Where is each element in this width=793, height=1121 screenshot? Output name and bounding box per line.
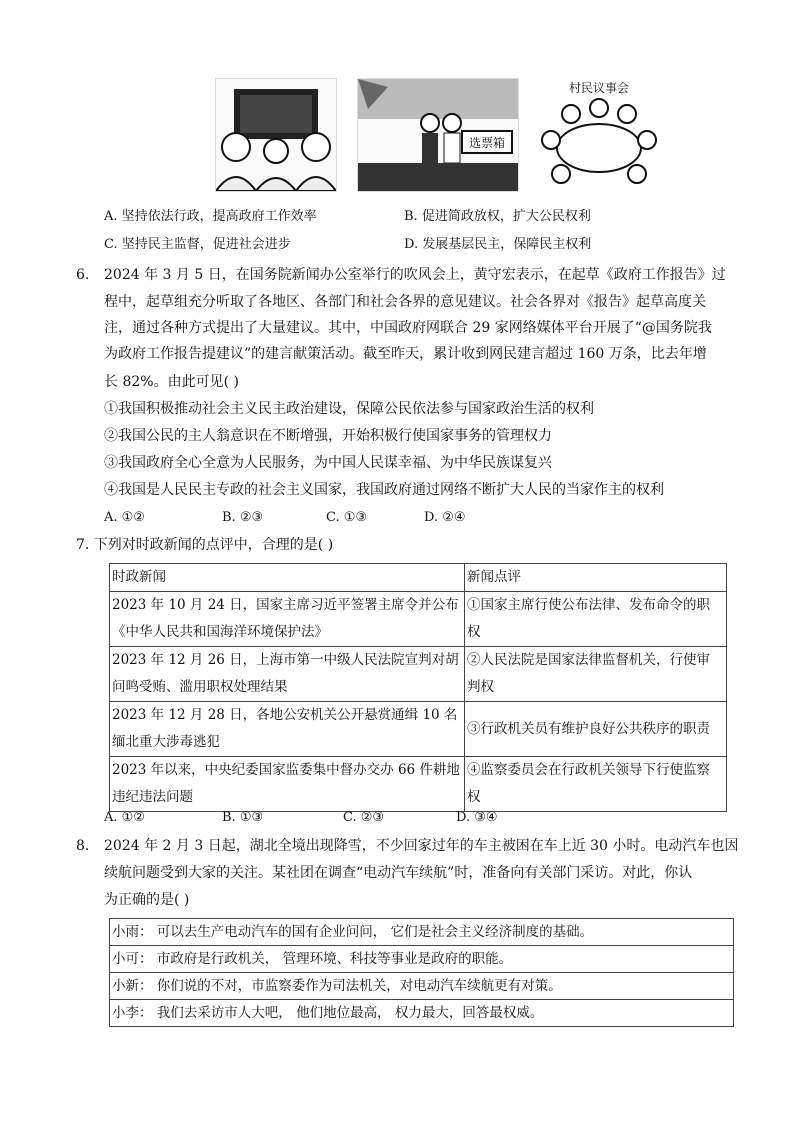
news-text: 2023 年 12 月 26 日，上海市第一中级人民法院宣判对胡 — [112, 652, 459, 668]
news-text: 2023 年以来，中央纪委国家监委集中督办交办 66 件耕地 — [112, 762, 460, 778]
q7-option-c: C. ②③ — [343, 810, 385, 825]
table-header-comment: 新闻点评 — [465, 564, 727, 592]
illustration-election-stage — [357, 78, 519, 192]
q6-option-c: C. ①③ — [326, 510, 368, 525]
table-header-row — [110, 564, 727, 592]
q6-stem-line: 为政府工作报告提建议”的建言献策活动。截至昨天，累计收到网民建言超过 160 万条，比去年增 — [104, 346, 707, 362]
table-row — [110, 647, 727, 702]
news-text: 2023 年 10 月 24 日，国家主席习近平签署主席令并公布 — [112, 597, 459, 613]
table-row — [110, 1000, 734, 1027]
news-text: 2023 年 12 月 28 日，各地公安机关公开悬赏通缉 10 名 — [112, 707, 458, 723]
q7-stem: 7. 下列对时政新闻的点评中，合理的是( ) — [76, 537, 334, 553]
q6-stem-line: 长 82%。由此可见( ) — [104, 374, 239, 390]
q6-statement: ②我国公民的主人翁意识在不断增强，开始积极行使国家事务的管理权力 — [104, 428, 552, 444]
q8-stem-line: 为正确的是( ) — [104, 892, 190, 908]
q7-news-table — [109, 563, 727, 812]
q6-option-a: A. ①② — [104, 510, 145, 525]
comment-text: ①国家主席行使公布法律、发布命令的职 — [467, 597, 710, 613]
table-row — [110, 592, 727, 647]
illustration-signboard-crowd — [215, 78, 337, 192]
q8-stem-line: 续航问题受到大家的关注。某社团在调查“电动汽车续航”时，准备向有关部门采访。对此，你认 — [104, 865, 693, 881]
q6-statement: ①我国积极推动社会主义民主政治建设，保障公民依法参与国家政治生活的权利 — [104, 401, 594, 417]
q5-option-c: C. 坚持民主监督，促进社会进步 — [104, 237, 291, 252]
dialogue-xiaoyu: 小雨： 可以去生产电动汽车的国有企业问问， 它们是社会主义经济制度的基础。 — [110, 919, 734, 946]
q6-option-d: D. ②④ — [424, 510, 466, 525]
q7-option-a: A. ①② — [104, 810, 145, 825]
table-row — [110, 973, 734, 1000]
q5-option-d: D. 发展基层民主，保障民主权利 — [404, 237, 592, 252]
q6-option-b: B. ②③ — [222, 510, 264, 525]
q8-dialogue-table — [109, 918, 734, 1027]
ballot-box-label: 选票箱 — [468, 136, 506, 150]
table-row — [110, 919, 734, 946]
q6-stem-line: 2024 年 3 月 5 日，在国务院新闻办公室举行的吹风会上，黄守宏表示，在起草《政府工作报告》过 — [104, 267, 726, 283]
comment-text: ④监察委员会在行政机关领导下行使监察 — [467, 762, 710, 778]
q6-statement: ④我国是人民民主专政的社会主义国家，我国政府通过网络不断扩大人民的当家作主的权利 — [104, 482, 664, 498]
illustration-village-council — [531, 78, 661, 190]
q8-number: 8. — [76, 838, 90, 854]
table-row — [110, 702, 727, 757]
news-text: 问鸣受贿、滥用职权处理结果 — [112, 679, 288, 695]
dialogue-xiaoli: 小李： 我们去采访市人大吧， 他们地位最高， 权力最大，回答最权威。 — [110, 1000, 734, 1027]
comment-text: ③行政机关员有维护良好公共秩序的职责 — [467, 720, 710, 737]
village-council-caption: 村民议事会 — [568, 81, 630, 95]
q8-stem-line: 2024 年 2 月 3 日起，湖北全境出现降雪，不少回家过年的车主被困在车上近 30 小时。电动汽车也因 — [104, 838, 739, 854]
q5-option-a: A. 坚持依法行政，提高政府工作效率 — [104, 209, 317, 224]
news-text: 缅北重大涉毒逃犯 — [112, 734, 220, 750]
table-header-news: 时政新闻 — [110, 564, 465, 592]
q6-stem-line: 注，通过各种方式提出了大量建议。其中，中国政府网联合 29 家网络媒体平台开展了“@国务院我 — [104, 320, 712, 336]
table-row — [110, 757, 727, 812]
q7-option-b: B. ①③ — [222, 810, 264, 825]
q6-stem-line: 程中，起草组充分听取了各地区、各部门和社会各界的意见建议。社会各界对《报告》起草高度关 — [104, 294, 706, 310]
q6-number: 6. — [76, 267, 90, 283]
dialogue-xiaoke: 小可： 市政府是行政机关， 管理环境、科技等事业是政府的职能。 — [110, 946, 734, 973]
table-row — [110, 946, 734, 973]
news-text: 《中华人民共和国海洋环境保护法》 — [112, 624, 328, 640]
comment-text: 权 — [467, 624, 481, 640]
dialogue-xiaoxin: 小新： 你们说的不对，市监察委作为司法机关，对电动汽车续航更有对策。 — [110, 973, 734, 1000]
news-text: 违纪违法问题 — [112, 789, 193, 805]
comment-text: 判权 — [467, 679, 494, 695]
comment-text: 权 — [467, 789, 481, 805]
q5-option-b: B. 促进简政放权，扩大公民权利 — [404, 209, 591, 224]
comment-text: ②人民法院是国家法律监督机关，行使审 — [467, 652, 710, 668]
q7-option-d: D. ③④ — [456, 810, 498, 825]
q6-statement: ③我国政府全心全意为人民服务，为中国人民谋幸福、为中华民族谋复兴 — [104, 455, 552, 471]
